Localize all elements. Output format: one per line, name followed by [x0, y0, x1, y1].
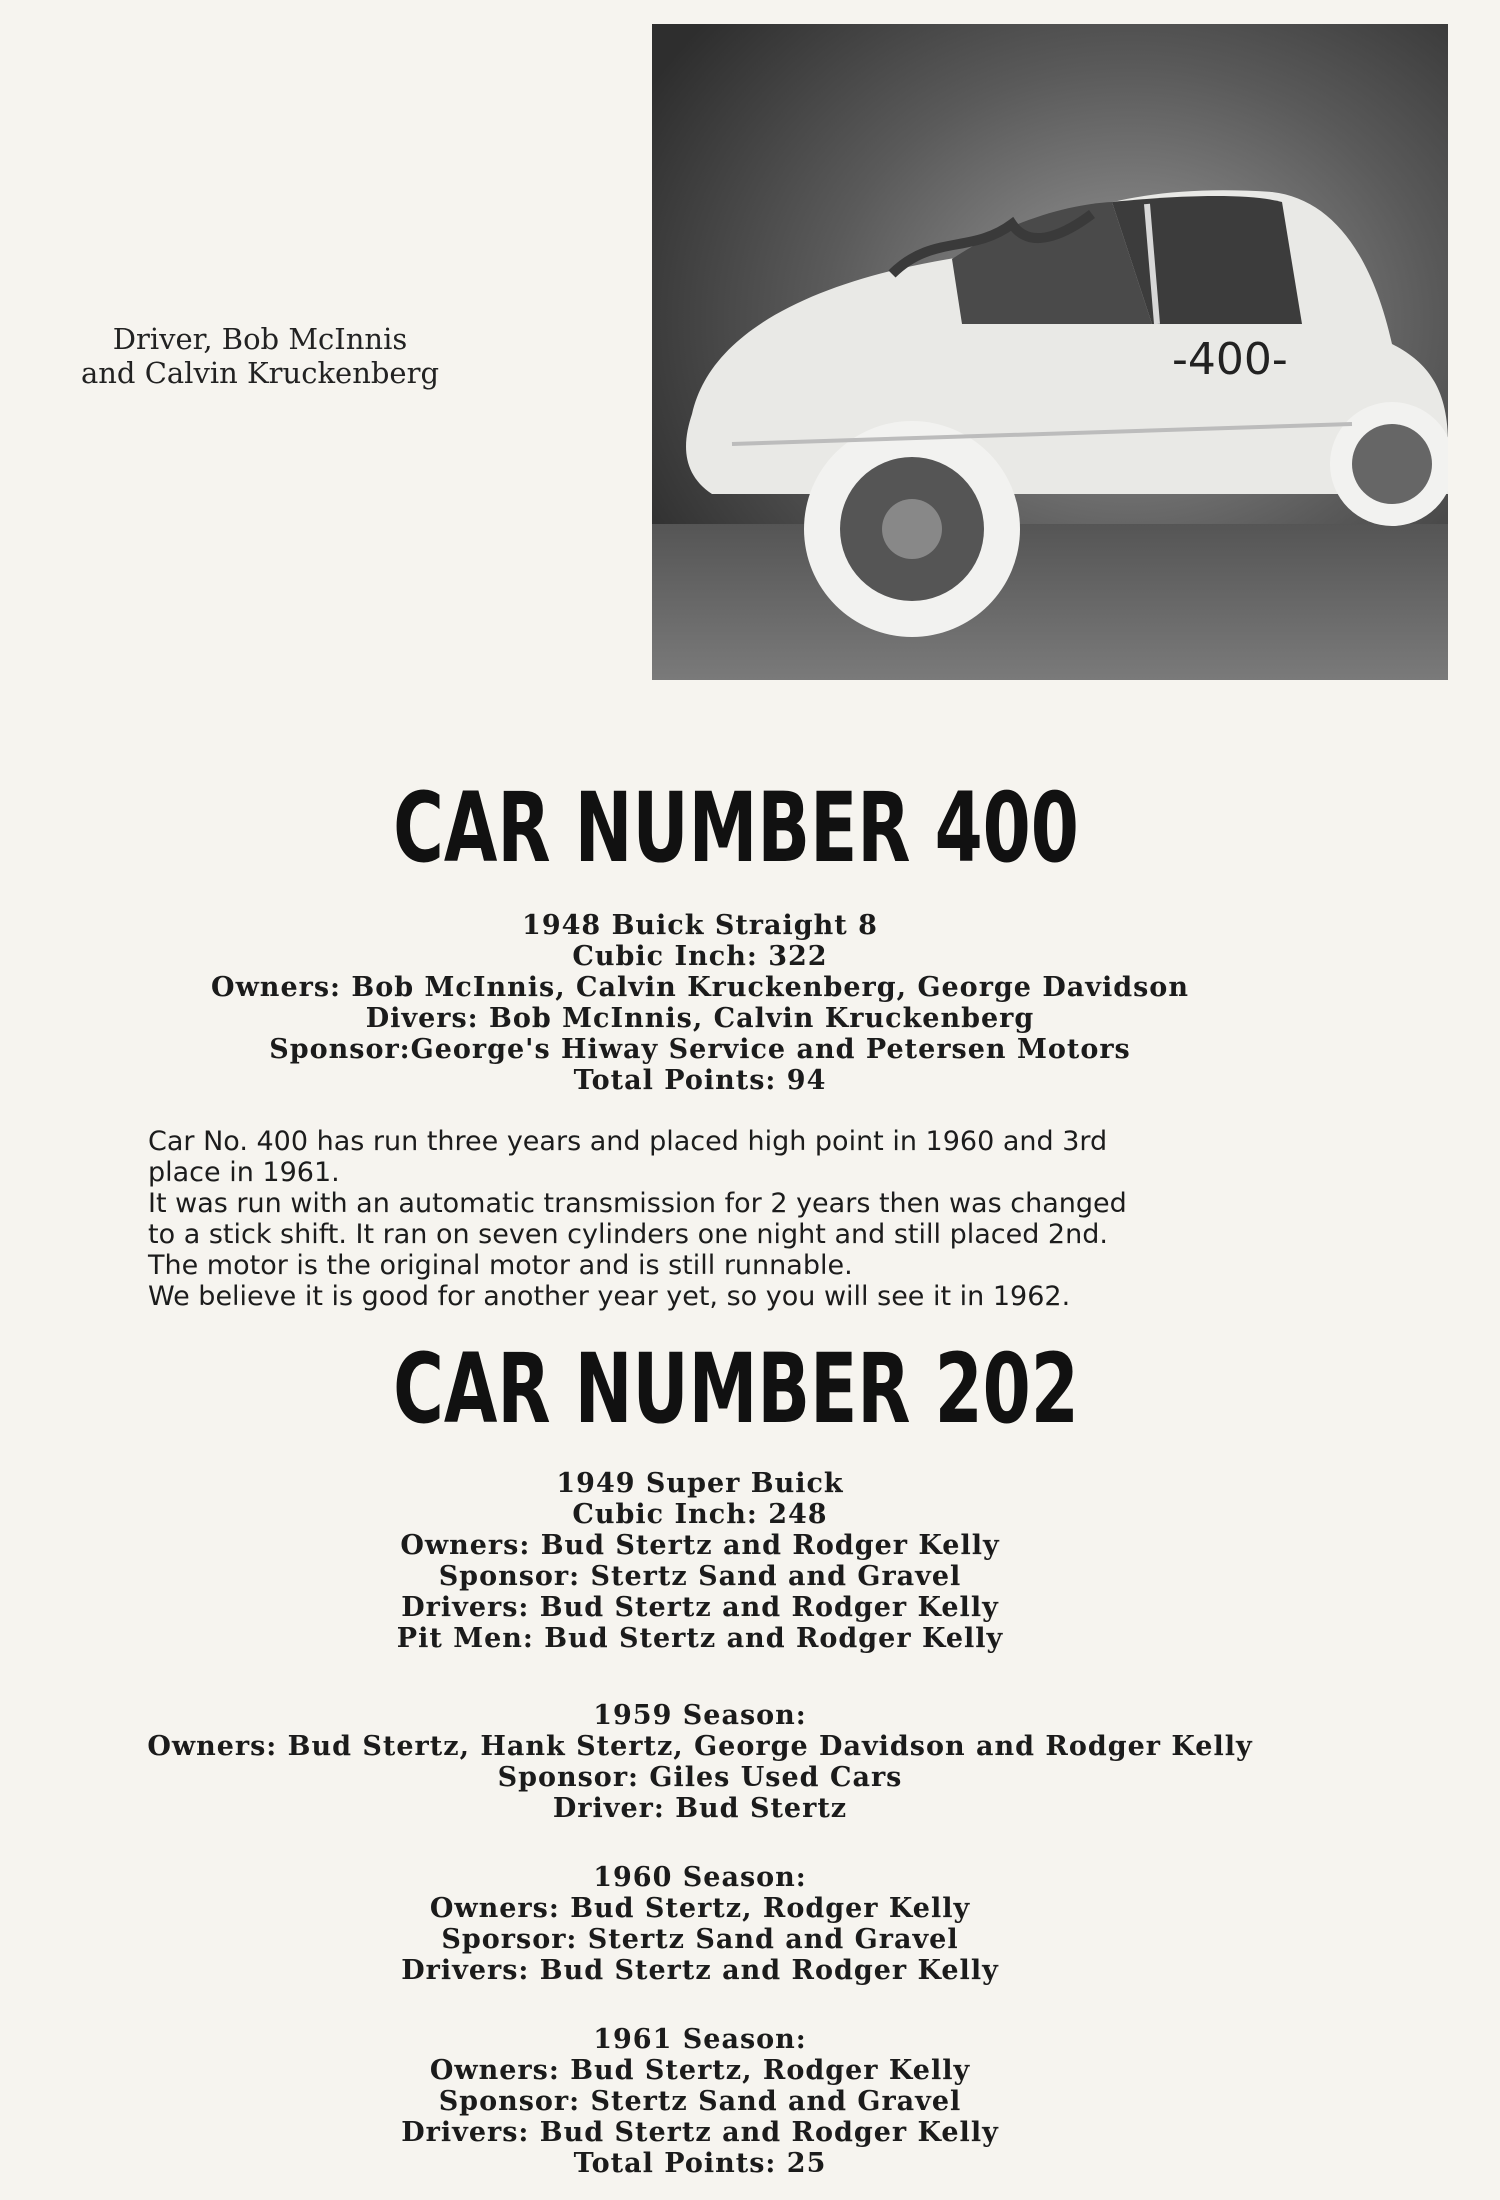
paragraph-line: It was run with an automatic transmission for 2 years then was changed [148, 1188, 1127, 1219]
spec-line: Cubic Inch: 322 [572, 941, 828, 972]
spec-line: Pit Men: Bud Stertz and Rodger Kelly [396, 1623, 1004, 1654]
car-202-specs [0, 1468, 1400, 1654]
season-line: Owners: Bud Stertz, Hank Stertz, George Davidson and Rodger Kelly [147, 1731, 1253, 1762]
car-400-heading: CAR NUMBER 400 [393, 772, 1079, 884]
spec-line: Total Points: 94 [573, 1065, 827, 1096]
season-line: Driver: Bud Stertz [552, 1793, 848, 1824]
car-400-specs [0, 910, 1400, 1096]
photo-caption [60, 322, 460, 390]
season-line: Drivers: Bud Stertz and Rodger Kelly [401, 2117, 999, 2148]
paragraph-line: We believe it is good for another year yet, so you will see it in 1962. [148, 1281, 1071, 1312]
caption-line: and Calvin Kruckenberg [80, 356, 440, 390]
season-line: 1959 Season: [593, 1700, 807, 1731]
race-car-illustration [652, 24, 1448, 680]
paragraph-line: place in 1961. [148, 1157, 340, 1188]
season-line: 1961 Season: [593, 2024, 807, 2055]
season-1960 [0, 1862, 1400, 1986]
season-line: Sponsor: Giles Used Cars [497, 1762, 903, 1793]
season-line: Sponsor: Stertz Sand and Gravel [438, 2086, 962, 2117]
spec-line: Divers: Bob McInnis, Calvin Kruckenberg [365, 1003, 1035, 1034]
spec-line: Owners: Bud Stertz and Rodger Kelly [400, 1530, 1000, 1561]
season-1959 [0, 1700, 1400, 1824]
paragraph-line: The motor is the original motor and is still runnable. [148, 1250, 853, 1281]
paragraph-line: Car No. 400 has run three years and placed high point in 1960 and 3rd [148, 1126, 1108, 1157]
race-car-photo [652, 24, 1448, 680]
spec-line: Cubic Inch: 248 [572, 1499, 828, 1530]
spec-line: Sponsor: Stertz Sand and Gravel [438, 1561, 962, 1592]
caption-line: Driver, Bob McInnis [112, 322, 408, 356]
season-line: 1960 Season: [593, 1862, 807, 1893]
paragraph-line: to a stick shift. It ran on seven cylinders one night and still placed 2nd. [148, 1219, 1108, 1250]
painted-car-number: -400- [1172, 334, 1288, 385]
spec-line: Owners: Bob McInnis, Calvin Kruckenberg, George Davidson [211, 972, 1189, 1003]
season-line: Owners: Bud Stertz, Rodger Kelly [429, 1893, 971, 1924]
spec-line: Drivers: Bud Stertz and Rodger Kelly [401, 1592, 999, 1623]
season-1961 [0, 2024, 1400, 2179]
season-line: Sporsor: Stertz Sand and Gravel [441, 1924, 959, 1955]
spec-line: 1948 Buick Straight 8 [522, 910, 878, 941]
car-400-description [148, 1126, 1268, 1312]
car-202-heading: CAR NUMBER 202 [393, 1333, 1079, 1445]
season-line: Drivers: Bud Stertz and Rodger Kelly [401, 1955, 999, 1986]
spec-line: Sponsor:George's Hiway Service and Petersen Motors [269, 1034, 1131, 1065]
season-line: Owners: Bud Stertz, Rodger Kelly [429, 2055, 971, 2086]
spec-line: 1949 Super Buick [556, 1468, 844, 1499]
season-line: Total Points: 25 [573, 2148, 827, 2179]
